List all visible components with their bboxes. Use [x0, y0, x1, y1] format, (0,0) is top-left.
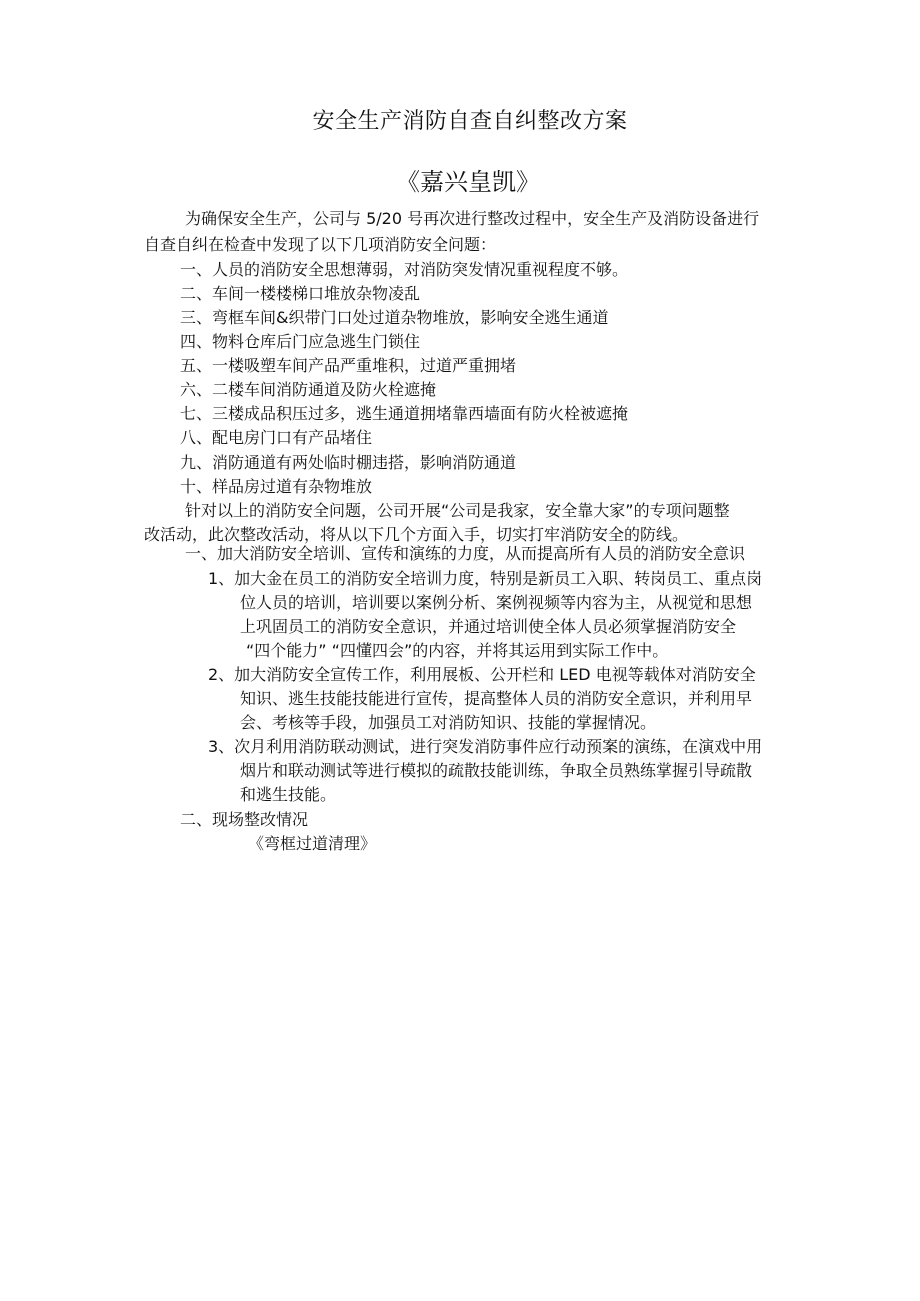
issue-item: 六、二楼车间消防通道及防火栓遮掩 — [180, 380, 437, 399]
campaign-line: 改活动，此次整改活动，将从以下几个方面入手，切实打牢消防安全的防线。 — [144, 525, 689, 544]
issue-item: 七、三楼成品积压过多，逃生通道拥堵靠西墙面有防火栓被遮掩 — [180, 404, 629, 423]
list-item-line: 会、考核等手段，加强员工对消防知识、技能的掌握情况。 — [240, 713, 657, 732]
issue-item: 九、消防通道有两处临时棚违搭，影响消防通道 — [180, 453, 517, 472]
campaign-line: 针对以上的消防安全问题，公司开展“公司是我家，安全靠大家”的专项问题整 — [185, 501, 730, 520]
issue-item: 二、车间一楼楼梯口堆放杂物凌乱 — [180, 284, 421, 303]
company-name: 《嘉兴皇凯》 — [396, 168, 540, 196]
issue-item: 四、物料仓库后门应急逃生门锁住 — [180, 332, 421, 351]
document-title: 安全生产消防自查自纠整改方案 — [312, 109, 628, 134]
list-item-line: 和逃生技能。 — [240, 785, 337, 804]
section-heading: 一、加大消防安全培训、宣传和演练的力度，从而提高所有人员的消防安全意识 — [185, 544, 746, 563]
section-heading: 二、现场整改情况 — [180, 810, 309, 829]
list-item-line: 3、次月利用消防联动测试，进行突发消防事件应行动预案的演练，在演戏中用 — [208, 737, 763, 756]
issue-item: 五、一楼吸塑车间产品严重堆积，过道严重拥堵 — [180, 356, 517, 375]
issue-item: 十、样品房过道有杂物堆放 — [180, 477, 373, 496]
issue-item: 三、弯框车间&织带门口处过道杂物堆放，影响安全逃生通道 — [180, 308, 609, 327]
issue-item: 八、配电房门口有产品堵住 — [180, 428, 373, 447]
issue-item: 一、人员的消防安全思想薄弱，对消防突发情况重视程度不够。 — [180, 260, 629, 279]
list-item-line: 烟片和联动测试等进行模拟的疏散技能训练，争取全员熟练掌握引导疏散 — [240, 761, 753, 780]
list-item-line: 上巩固员工的消防安全意识，并通过培训使全体人员必须掌握消防安全 — [240, 617, 737, 636]
list-item-line: 知识、逃生技能技能进行宣传，提高整体人员的消防安全意识，并利用早 — [240, 689, 753, 708]
intro-line: 自查自纠在检查中发现了以下几项消防安全问题： — [144, 235, 497, 254]
intro-line: 为确保安全生产，公司与 5/20 号再次进行整改过程中，安全生产及消防设备进行 — [185, 209, 760, 228]
image-caption: 《弯框过道清理》 — [248, 834, 377, 853]
list-item-line: 1、加大金在员工的消防安全培训力度，特别是新员工入职、转岗员工、重点岗 — [208, 569, 763, 588]
list-item-line: 位人员的培训，培训要以案例分析、案例视频等内容为主，从视觉和思想 — [240, 593, 753, 612]
list-item-line: “四个能力” “四懂四会”的内容，并将其运用到实际工作中。 — [246, 641, 669, 660]
list-item-line: 2、加大消防安全宣传工作，利用展板、公开栏和 LED 电视等载体对消防安全 — [208, 665, 756, 684]
